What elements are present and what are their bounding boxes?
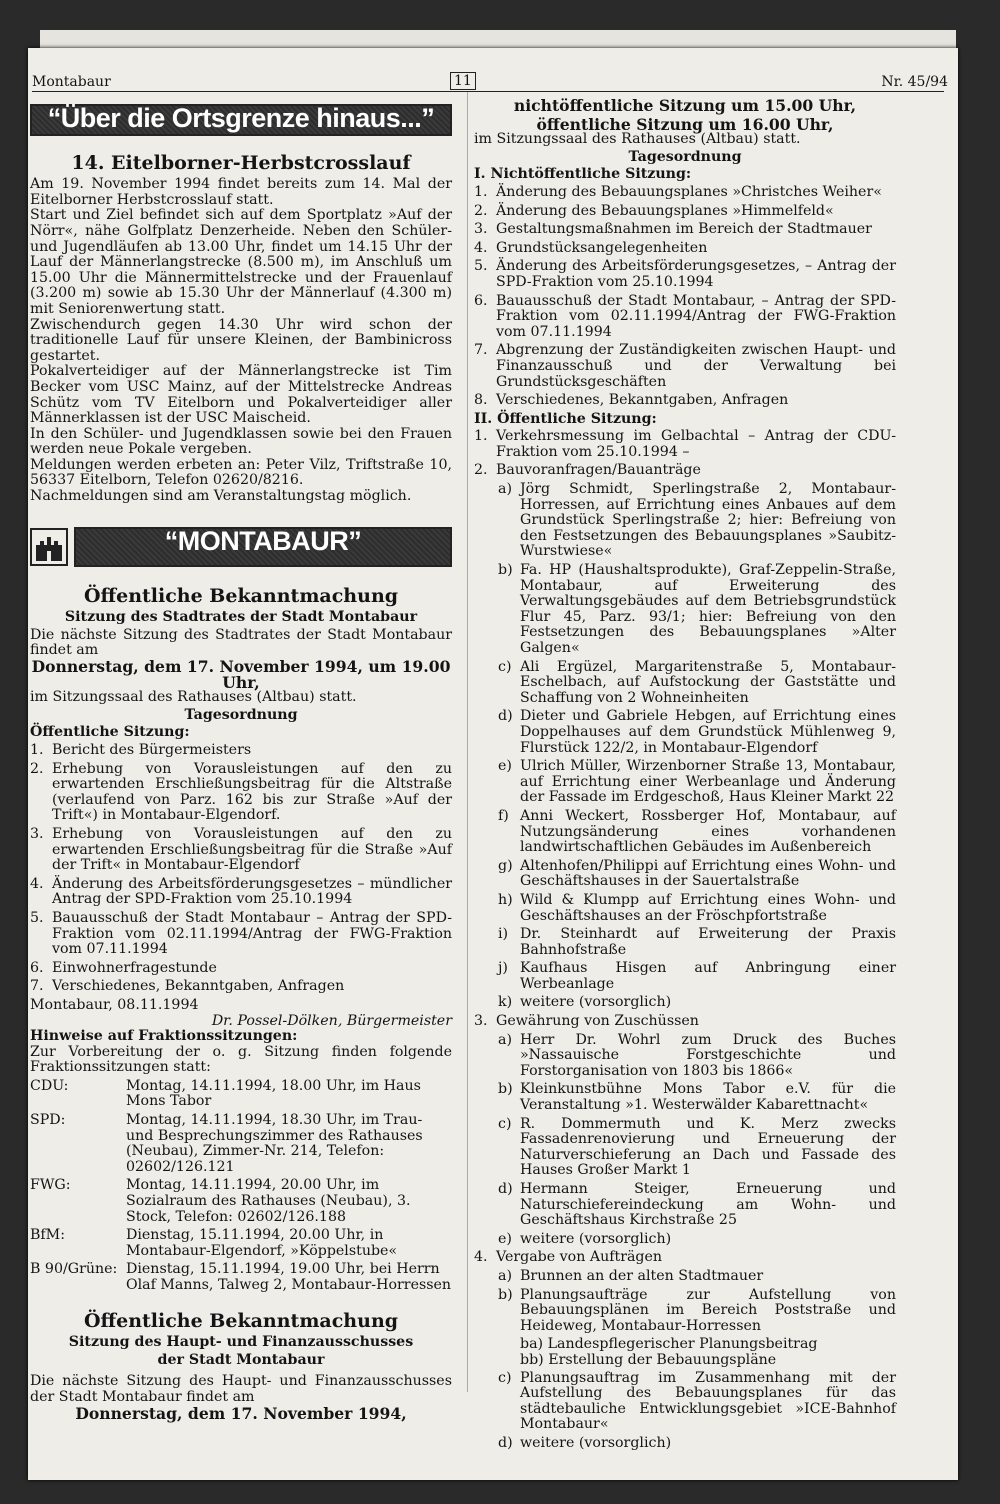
agenda-title: Tagesordnung bbox=[184, 706, 298, 723]
list-item: 5. Änderung des Arbeitsförderungsgesetzes, – Antrag der SPD-Fraktion vom 25.10.1994 bbox=[474, 258, 896, 290]
list-item: 6. Bauausschuß der Stadt Montabaur, – Antrag der SPD-Fraktion vom 02.11.1994/Antrag der FWG-Fraktion vom 07.11.1994 bbox=[474, 292, 896, 340]
notice-title-stadtrat: Öffentliche Bekanntmachung bbox=[83, 584, 399, 607]
faction-row: FWG: Montag, 14.11.1994, 20.00 Uhr, im Sozialraum des Rathauses (Neubau), 3. Stock, Telefon: 02602/126.188 bbox=[30, 1177, 411, 1225]
list-item: 7. Verschiedenes, Bekanntgaben, Anfragen bbox=[30, 978, 345, 995]
list-item: b) Planungsaufträge zur Aufstellung von Bebauungsplänen im Bereich Poststraße und Heideweg, Montabaur-Horressen bbox=[498, 1286, 896, 1334]
article-title-crosslauf: 14. Eitelborner-Herbstcrosslauf bbox=[71, 151, 411, 174]
list-item: h) Wild & Klumpp auf Errichtung eines Wohn- und Geschäftshauses an der Fröschpfortstraße bbox=[498, 891, 896, 924]
list-item: 2. Änderung des Bebauungsplanes »Himmelfeld« bbox=[474, 202, 834, 219]
notice-date-line: Montabaur, 08.11.1994 bbox=[30, 996, 199, 1013]
notice-title-finanzausschuss: Öffentliche Bekanntmachung bbox=[83, 1309, 399, 1332]
section-banner-ortsgrenze: “Über die Ortsgrenze hinaus...” bbox=[30, 104, 452, 136]
right-column bbox=[474, 98, 896, 1455]
notice-subtitle-finanzausschuss-2: der Stadt Montabaur bbox=[157, 1351, 325, 1368]
issue-number: Nr. 45/94 bbox=[881, 74, 948, 90]
list-item: 2. Erhebung von Vorausleistungen auf den zu erwartenden Erschließungsbeitrag für die Altstraße (verlaufend von Parz. 162 bis zur Straße »Auf der Trift«) in Montabaur-Elgendorf. bbox=[30, 760, 452, 824]
list-item: e) Ulrich Müller, Wirzenborner Straße 13, Montabaur, auf Errichtung einer Werbeanlage und Änderung der Fassade im Erdgeschoß, Haus Kleiner Markt 22 bbox=[498, 758, 896, 806]
list-item: b) Kleinkunstbühne Mons Tabor e.V. für die Veranstaltung »1. Westerwälder Kabarettnacht« bbox=[498, 1081, 896, 1114]
list-item: a) Jörg Schmidt, Sperlingstraße 2, Montabaur-Horressen, auf Errichtung eines Anbaues auf dem Grundstück Sperlingstraße 2; hier: Befreiung von den Festsetzungen des Bebauungsplanes »Saubitz-Wurstwiese« bbox=[498, 481, 896, 560]
notice-subtitle-finanzausschuss: Sitzung des Haupt- und Finanzausschusses bbox=[68, 1334, 414, 1351]
header-town: Montabaur bbox=[32, 74, 111, 90]
faction-hint-intro: Zur Vorbereitung der o. g. Sitzung finden folgende Fraktionssitzungen statt: bbox=[30, 1043, 452, 1076]
article-paragraph: In den Schüler- und Jugendklassen sowie bei den Frauen werden neue Pokale vergeben. bbox=[30, 425, 452, 458]
notice-signature: Dr. Possel-Dölken, Bürgermeister bbox=[211, 1012, 452, 1029]
notice-date: Donnerstag, dem 17. November 1994, um 19.00 Uhr, bbox=[31, 657, 451, 692]
article-paragraph: Zwischendurch gegen 14.30 Uhr wird schon der traditionelle Lauf für unsere Kleinen, der Bambinicross gestartet. bbox=[30, 316, 452, 364]
section-montabaur bbox=[30, 527, 452, 567]
list-item: j) Kaufhaus Hisgen auf Anbringung einer Werbeanlage bbox=[498, 960, 896, 992]
list-item: b) Fa. HP (Haushaltsprodukte), Graf-Zeppelin-Straße, Montabaur, auf Erweiterung des Verwaltungsgebäudes auf dem Betriebsgrundstück Flur 45, Parz. 93/1; hier: Befreiung von den Festsetzungen des Bebauungsplanes »Alter Galgen« bbox=[498, 562, 896, 656]
faction-row: B 90/Grüne: Dienstag, 15.11.1994, 19.00 Uhr, bei Herrn Olaf Manns, Talweg 2, Montabaur-Horressen bbox=[30, 1261, 452, 1293]
agenda-list-stadtrat bbox=[30, 743, 452, 995]
list-item: 4. Änderung des Arbeitsförderungsgesetzes – mündlicher Antrag der SPD-Fraktion vom 25.10.1994 bbox=[30, 875, 452, 908]
closed-session-time: nichtöffentliche Sitzung um 15.00 Uhr, bbox=[513, 96, 857, 115]
list-item: 4. Vergabe von Aufträgen bbox=[474, 1249, 663, 1266]
list-item: k) weitere (vorsorglich) bbox=[498, 994, 672, 1011]
section-banner-montabaur: “MONTABAUR” bbox=[74, 527, 452, 567]
building-requests-list bbox=[474, 482, 896, 1011]
list-item: g) Altenhofen/Philippi auf Errichtung eines Wohn- und Geschäftshauses in der Sauertalstraße bbox=[498, 857, 896, 890]
notice-intro-finanzausschuss: Die nächste Sitzung des Haupt- und Finanzausschusses der Stadt Montabaur findet am bbox=[30, 1373, 452, 1405]
list-subitem: ba) Landespflegerischer Planungsbeitrag bbox=[520, 1336, 818, 1353]
list-item: c) Ali Ergüzel, Margaritenstraße 5, Montabaur-Eschelbach, auf Aufstockung der Gaststätte und Schaffung von 2 Wohneinheiten bbox=[498, 658, 896, 706]
list-subitem: bb) Erstellung der Bebauungspläne bbox=[520, 1351, 777, 1368]
list-item: 1. Bericht des Bürgermeisters bbox=[30, 742, 252, 758]
faction-meetings bbox=[30, 1079, 452, 1294]
list-item: 3. Erhebung von Vorausleistungen auf den zu erwartenden Erschließungsbeitrag für die Straße »Auf der Trift« in Montabaur-Elgendorf bbox=[30, 825, 452, 874]
list-item: a) Brunnen an der alten Stadtmauer bbox=[498, 1267, 764, 1284]
town-crest-icon bbox=[30, 527, 68, 567]
list-item: e) weitere (vorsorglich) bbox=[498, 1230, 672, 1247]
agenda-title-finanzausschuss: Tagesordnung bbox=[628, 148, 742, 165]
header-rule bbox=[32, 91, 944, 92]
left-column bbox=[30, 104, 452, 1421]
open-session-time: öffentliche Sitzung um 16.00 Uhr, bbox=[536, 114, 834, 134]
list-item: d) Hermann Steiger, Erneuerung und Naturschiefereindeckung am Wohn- und Geschäftshaus Kirchstraße 25 bbox=[498, 1181, 896, 1229]
list-item: 3. Gestaltungsmaßnahmen im Bereich der Stadtmauer bbox=[474, 221, 872, 238]
list-item: 5. Bauausschuß der Stadt Montabaur – Antrag der SPD-Fraktion vom 02.11.1994/Antrag der FWG-Fraktion vom 07.11.1994 bbox=[30, 909, 452, 958]
list-item: 6. Einwohnerfragestunde bbox=[30, 959, 217, 976]
faction-row: SPD: Montag, 14.11.1994, 18.30 Uhr, im Trau- und Besprechungszimmer des Rathauses (Neubau), Zimmer-Nr. 214, Telefon: 02602/126.121 bbox=[30, 1112, 423, 1175]
list-item: 4. Grundstücksangelegenheiten bbox=[474, 239, 708, 256]
contracts-list bbox=[474, 1269, 896, 1452]
notice-intro: Die nächste Sitzung des Stadtrates der Stadt Montabaur findet am bbox=[30, 626, 452, 659]
list-item: 3. Gewährung von Zuschüssen bbox=[474, 1013, 699, 1030]
notice-place: im Sitzungssaal des Rathauses (Altbau) statt. bbox=[30, 689, 357, 706]
list-item: c) R. Dommermuth und K. Merz zwecks Fassadenrenovierung und Erneuerung der Naturverschieferung an Dach und Fassade des Hauses Großer Markt 1 bbox=[498, 1115, 896, 1179]
article-paragraph: Meldungen werden erbeten an: Peter Vilz, Triftstraße 10, 56337 Eitelborn, Telefon 02620/8216. bbox=[30, 456, 452, 489]
list-item: 7. Abgrenzung der Zuständigkeiten zwischen Haupt- und Finanzausschuß und der Verwaltung bei Grundstücksgeschäften bbox=[474, 342, 896, 390]
faction-hint-title: Hinweise auf Fraktionssitzungen: bbox=[30, 1028, 298, 1045]
list-item: 1. Änderung des Bebauungsplanes »Christches Weiher« bbox=[474, 183, 882, 200]
page-header bbox=[32, 72, 948, 92]
list-item: d) Dieter und Gabriele Hebgen, auf Errichtung eines Doppelhauses auf dem Grundstück Mühlenweg 9, Flurstück 122/2, in Montabaur-Elgendorf bbox=[498, 708, 896, 756]
notice-subtitle-stadtrat: Sitzung des Stadtrates der Stadt Montabaur bbox=[64, 609, 418, 626]
list-item: d) weitere (vorsorglich) bbox=[498, 1434, 672, 1451]
open-session-title: II. Öffentliche Sitzung: bbox=[474, 410, 657, 427]
page-number: 11 bbox=[450, 72, 476, 90]
public-session-title: Öffentliche Sitzung: bbox=[30, 724, 190, 741]
article-paragraph: Start und Ziel befindet sich auf dem Sportplatz »Auf der Nörr«, nähe Golfplatz Denzerheide. Neben den Schüler- und Jugendläufen ab 13.00 Uhr, findet um 14.15 Uhr der Lauf der Männerlangstrecke (8.500 m), im Anschluß um 15.00 Uhr die Männermittelstrecke und der Frauenlauf (3.200 m) sowie ab 15.30 Uhr der Männerlauf (4.300 m) mit Seniorenwertung statt. bbox=[30, 207, 452, 317]
article-paragraph: Am 19. November 1994 findet bereits zum 14. Mal der Eitelborner Herbstcrosslauf statt. bbox=[30, 176, 452, 208]
column-divider bbox=[467, 92, 468, 1392]
list-item: a) Herr Dr. Wohrl zum Druck des Buches »Nassauische Forstgeschichte und Forstorganisation von 1803 bis 1866« bbox=[498, 1031, 896, 1079]
list-item: 8. Verschiedenes, Bekanntgaben, Anfragen bbox=[474, 392, 789, 409]
closed-session-title: I. Nichtöffentliche Sitzung: bbox=[474, 166, 692, 183]
grants-list bbox=[474, 1033, 896, 1248]
list-item: f) Anni Weckert, Rossberger Hof, Montabaur, auf Nutzungsänderung eines vorhandenen landwirtschaftlichen Gebäudes im Außenbereich bbox=[498, 807, 896, 856]
notice-date-finanzausschuss: Donnerstag, dem 17. November 1994, bbox=[75, 1403, 407, 1423]
article-paragraph: Nachmeldungen sind am Veranstaltungstag möglich. bbox=[30, 488, 412, 505]
article-paragraph: Pokalverteidiger auf der Männerlangstrecke ist Tim Becker vom USC Mainz, auf der Mittelstrecke Andreas Schütz vom TV Eitelborn und Pokalverteidiger aller Männerklassen ist der USC Maischeid. bbox=[30, 363, 452, 427]
article-body-crosslauf bbox=[30, 177, 452, 504]
list-item: i) Dr. Steinhardt auf Erweiterung der Praxis Bahnhofstraße bbox=[498, 926, 896, 958]
closed-session-list bbox=[474, 185, 896, 409]
session-place: im Sitzungssaal des Rathauses (Altbau) statt. bbox=[474, 131, 801, 148]
list-item: c) Planungsauftrag im Zusammenhang mit der Aufstellung des Bebauungsplanes für das städtebauliche Entwicklungsgebiet »ICE-Bahnhof Montabaur« bbox=[498, 1369, 896, 1433]
faction-row: CDU: Montag, 14.11.1994, 18.00 Uhr, im Haus Mons Tabor bbox=[30, 1077, 421, 1110]
faction-row: BfM: Dienstag, 15.11.1994, 20.00 Uhr, in Montabaur-Elgendorf, »Köppelstube« bbox=[30, 1227, 398, 1259]
list-item: 2. Bauvoranfragen/Bauanträge bbox=[474, 462, 701, 479]
list-item: 1. Verkehrsmessung im Gelbachtal – Antrag der CDU-Fraktion vom 25.10.1994 – bbox=[474, 428, 896, 460]
